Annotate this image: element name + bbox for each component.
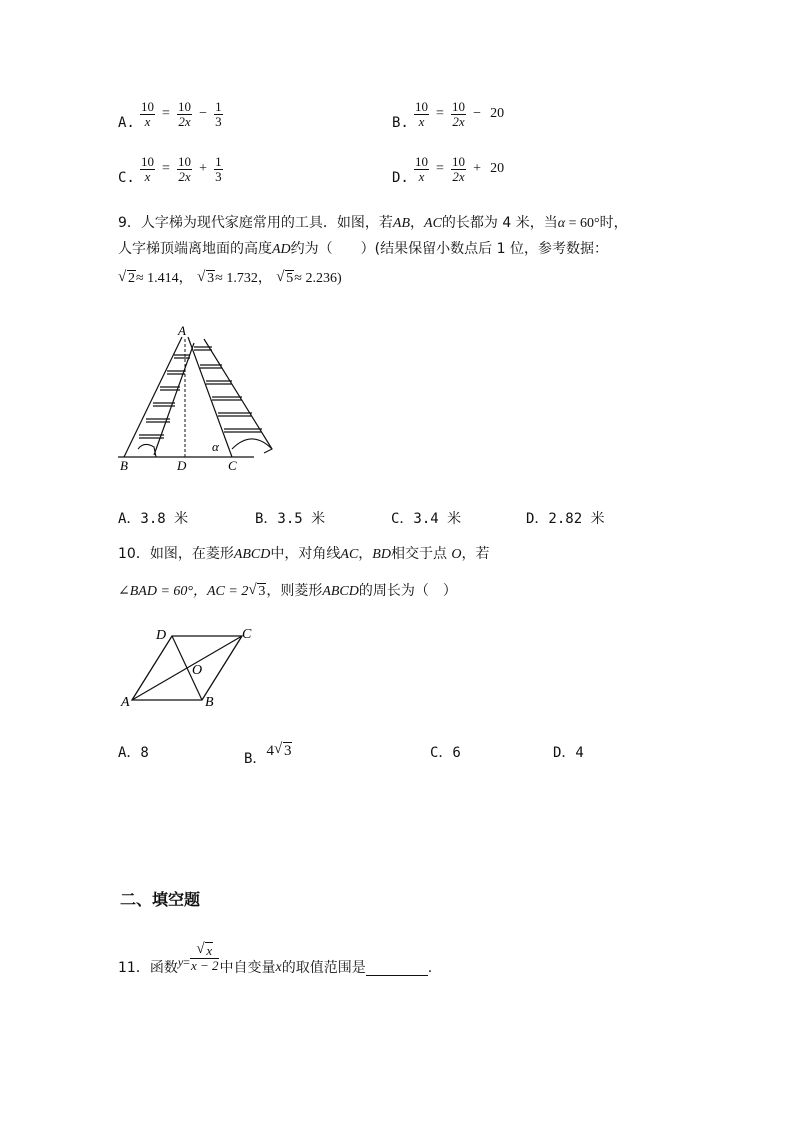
- fraction: $\frac{10}{x}$: [414, 154, 428, 184]
- q10-option-b[interactable]: B．4√ 3: [244, 740, 292, 760]
- q8-option-a[interactable]: A. $\frac{10}{x}$ = $\frac{10}{2x}$ − $\frac{1}{3}$: [118, 99, 222, 131]
- left-ladder-rail-outer: [124, 337, 182, 457]
- label-c: C: [228, 458, 237, 473]
- sqrt-3: √ 3: [274, 743, 293, 760]
- label-b: B: [205, 695, 214, 710]
- right-rungs: [194, 347, 262, 432]
- label-alpha: α: [212, 439, 219, 454]
- sqrt-3: √ 3: [197, 268, 215, 290]
- fraction: $\frac{10}{2x}$: [178, 154, 192, 184]
- q9-option-b[interactable]: B．3.5 米: [255, 511, 326, 527]
- label-d: D: [177, 458, 187, 473]
- ladder-figure: [112, 325, 284, 475]
- fraction: $\frac{10}{x}$: [140, 99, 154, 129]
- fraction: $\frac{10}{2x}$: [178, 99, 192, 129]
- q9-stem-line1: 9．人字梯为现代家庭常用的工具．如图，若AB，AC的长都为 4 米，当α = 60°时，: [118, 215, 628, 231]
- q9-stem-line2: 人字梯顶端离地面的高度AD约为（ ）(结果保留小数点后 1 位，参考数据：: [118, 241, 608, 257]
- fraction: $\frac{10}{x}$: [414, 99, 428, 129]
- sqrt-5: √ 5: [276, 268, 294, 290]
- q11-stem: 11．函数 y = √ $\frac{x}{x - 2}$ 中自变量 x 的取值范围是 .: [118, 944, 432, 972]
- answer-blank[interactable]: [366, 961, 428, 976]
- q8-option-c[interactable]: C. $\frac{10}{x}$ = $\frac{10}{2x}$ + $\frac{1}{3}$: [118, 154, 222, 186]
- q9-reference-data: √ 2≈ 1.414， √ 3≈ 1.732， √ 5≈ 2.236): [118, 267, 342, 290]
- q10-stem-line1: 10．如图，在菱形ABCD中，对角线AC，BD相交于点 O，若: [118, 546, 490, 562]
- sqrt-2: √ 2: [118, 268, 136, 290]
- q10-stem-line2: ∠BAD = 60°，AC = 2√ 3，则菱形ABCD的周长为（ ）: [118, 580, 457, 603]
- option-letter: B.: [392, 114, 409, 131]
- q10-option-a[interactable]: A．8: [118, 745, 149, 761]
- q9-option-d[interactable]: D．2.82 米: [526, 511, 605, 527]
- label-o: O: [192, 663, 203, 678]
- label-b: B: [120, 458, 128, 473]
- fraction: $\frac{10}{2x}$: [452, 154, 466, 184]
- q10-option-c[interactable]: C．6: [430, 745, 461, 761]
- label-a: A: [121, 695, 130, 710]
- fraction: $\frac{1}{3}$: [215, 99, 222, 129]
- rhombus-figure: [118, 624, 258, 714]
- q9-option-a[interactable]: A．3.8 米: [118, 511, 189, 527]
- q8-option-d[interactable]: D. $\frac{10}{x}$ = $\frac{10}{2x}$ + 20: [392, 154, 505, 186]
- label-a: A: [178, 325, 186, 338]
- q10-option-d[interactable]: D．4: [553, 745, 584, 761]
- right-ladder-foot: [232, 439, 272, 453]
- q8-option-b[interactable]: B. $\frac{10}{x}$ = $\frac{10}{2x}$ − 20: [392, 99, 505, 131]
- section-heading: 二、填空题: [120, 890, 201, 909]
- sqrt-3: √ 3: [248, 581, 266, 603]
- label-d: D: [156, 628, 167, 643]
- fraction: √ $\frac{x}{x - 2}$: [190, 944, 220, 972]
- fraction: $\frac{1}{3}$: [215, 154, 222, 184]
- option-letter: C.: [118, 169, 135, 186]
- option-letter: A.: [118, 114, 135, 131]
- left-ladder-foot: [138, 444, 156, 457]
- fraction: $\frac{10}{x}$: [140, 154, 154, 184]
- q9-option-c[interactable]: C．3.4 米: [391, 511, 462, 527]
- label-c: C: [242, 627, 252, 642]
- option-letter: D.: [392, 169, 409, 186]
- fraction: $\frac{10}{2x}$: [452, 99, 466, 129]
